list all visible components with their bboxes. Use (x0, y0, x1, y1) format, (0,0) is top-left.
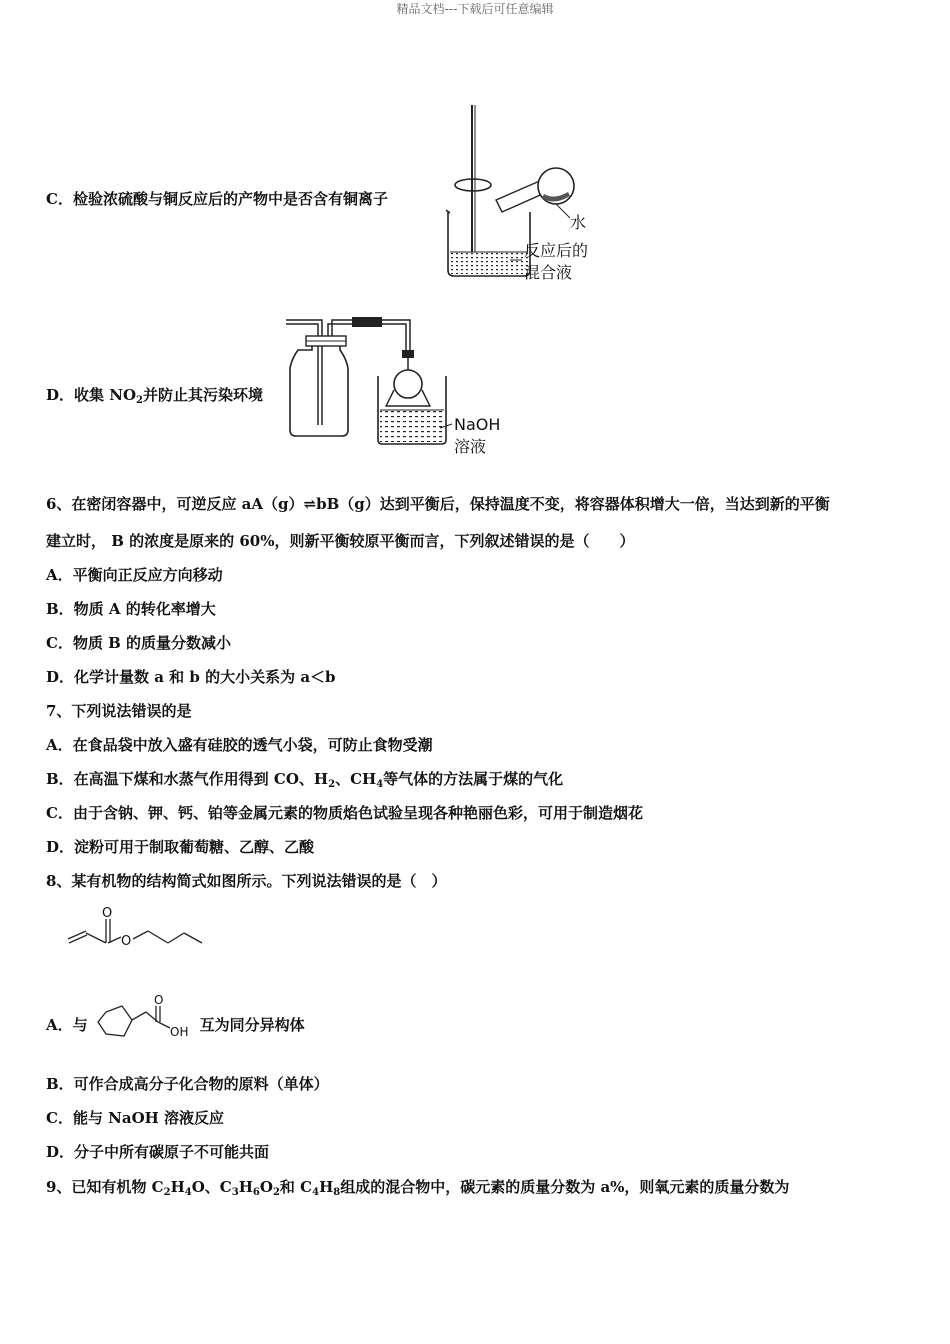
page-header: 精品文档---下载后可任意编辑 (396, 2, 554, 16)
atom-oh: OH (170, 1025, 189, 1039)
q7-option-b: B．在高温下煤和水蒸气作用得到 CO、$H_2$、$CH_4$等气体的方法属于煤的气化 (46, 770, 564, 790)
q8-option-b: B．可作合成高分子化合物的原料（单体） (46, 1075, 329, 1093)
q6-stem-line2: 建立时， B 的浓度是原来的 60%，则新平衡较原平衡而言，下列叙述错误的是（ ） (46, 532, 635, 550)
label-naoh: NaOH (454, 415, 501, 434)
structure-butyl-acrylate (64, 905, 214, 955)
q9-stem: 9、已知有机物 $C_2H_4O$、$C_3H_6O_2$和 $C_4H_8$组成的混合物中，碳元素的质量分数为 a%，则氧元素的质量分数为 (46, 1178, 790, 1198)
label-mix-line2: 混合液 (524, 263, 573, 282)
q7-option-c: C．由于含钠、钾、钙、铂等金属元素的物质焰色试验呈现各种艳丽色彩，可用于制造烟花 (46, 804, 643, 822)
q7-stem: 7、下列说法错误的是 (46, 702, 192, 720)
q5-option-c: C．检验浓硫酸与铜反应后的产物中是否含有铜离子 (46, 190, 388, 208)
label-water: 水 (570, 213, 587, 232)
atom-o-acid: O (154, 993, 164, 1007)
atom-o-ester: O (121, 934, 132, 949)
q6-stem-line1: 6、在密闭容器中，可逆反应 aA（g）⇌bB（g）达到平衡后，保持温度不变，将容器体积增大一倍，当达到新的平衡 (46, 495, 830, 513)
q8-option-d: D．分子中所有碳原子不可能共面 (46, 1143, 270, 1161)
structure-cyclopentylacetic-acid (88, 992, 200, 1042)
q6-option-a: A．平衡向正反应方向移动 (46, 566, 223, 584)
q6-option-d: D．化学计量数 a 和 b 的大小关系为 a＜b (46, 668, 336, 686)
q6-option-b: B．物质 A 的转化率增大 (46, 600, 216, 618)
reversible-arrow: ⇌ (303, 495, 317, 513)
atom-o-carbonyl: O (102, 906, 113, 921)
q8-option-c: C．能与 NaOH 溶液反应 (46, 1109, 225, 1127)
q8-option-a: A．与 互为同分异构体 (46, 1016, 305, 1034)
figure-no2-collection (282, 310, 522, 460)
label-mix-line1: 反应后的 (524, 241, 589, 260)
q5-option-d: D．收集 $NO_2$并防止其污染环境 (46, 386, 263, 406)
q7-option-a: A．在食品袋中放入盛有硅胶的透气小袋，可防止食物受潮 (46, 736, 433, 754)
q8-stem: 8、某有机物的结构简式如图所示。下列说法错误的是（ ） (46, 872, 447, 890)
q6-option-c: C．物质 B 的质量分数减小 (46, 634, 232, 652)
figure-copper-ion-test (430, 100, 600, 290)
q7-option-d: D．淀粉可用于制取葡萄糖、乙醇、乙酸 (46, 838, 315, 856)
label-solution: 溶液 (454, 437, 487, 456)
